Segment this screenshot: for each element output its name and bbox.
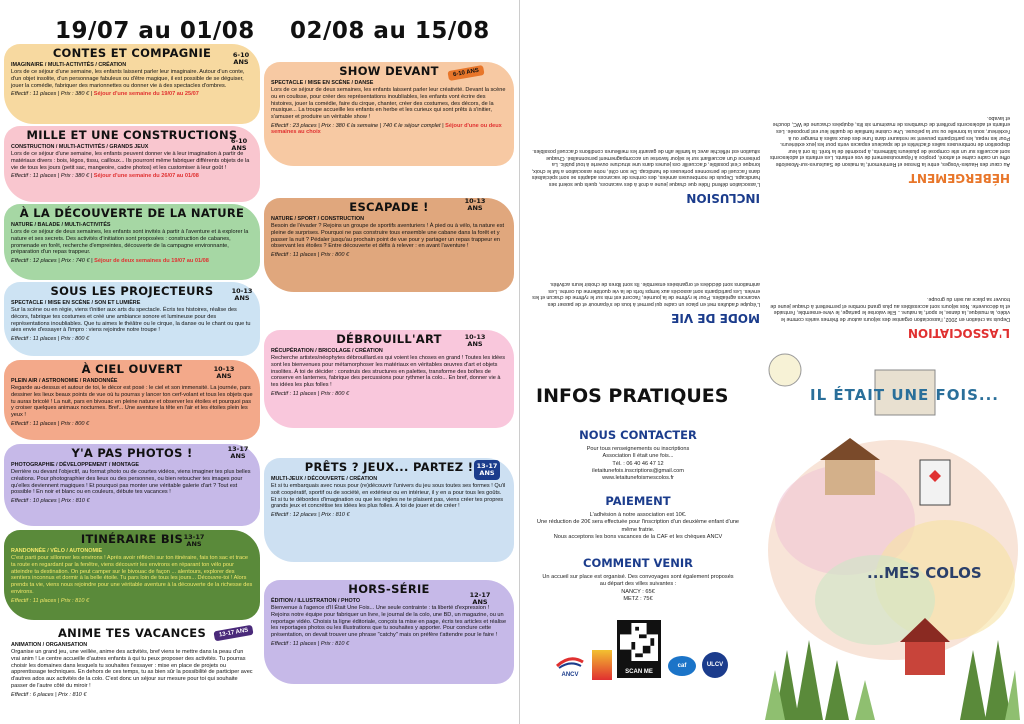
card-title: PRÊTS ? JEUX... PARTEZ ! xyxy=(304,460,474,474)
card-description: Regarde au-dessus et autour de toi, le décor est posé : le ciel et son immensité. La journée, pars dessiner les lieux beaux points de vue où tu pourras y lancer ton cerf-volant et tous les objets que tu auras bricolé ! La nuit, pars en bivouac en pleine nature et observer les étoiles et pourquoi pas y croiser quelques animaux nocturnes. Bref... Une aventure la tête en l'air et les étoiles plein les yeux ! xyxy=(11,385,253,419)
card-title: À CIEL OUVERT xyxy=(81,362,183,376)
card-meta: Effectif : 10 places | Prix : 810 € xyxy=(11,498,90,505)
age-badge: 12-17 ANS xyxy=(469,591,491,606)
card-escapade xyxy=(264,198,514,292)
association-text: Depuis sa création en 2002, l'association organise des séjours autour de thèmes variés comme le vidéo, la musique, la danse, le sport, la nature... Elle valorise le partage, le vivre-ensemble, l'entraide et la découverte. Nos séjours sont accessibles au plus grand nombre et permettent à chaque jeune de trouver sa place au sein du groupe. xyxy=(770,296,1010,322)
card-meta: Effectif : 11 places | Prix : 800 € xyxy=(11,421,90,428)
payment-section xyxy=(533,494,743,541)
age-badge: 13-17 ANS xyxy=(213,625,254,642)
inclusion-text: L'association défend l'idée que chaque jeune a droit à des vacances, quels que soient ses handicaps. Depuis de nombreuses années, des centres de vacances adaptés se sont spécialisés dans l'accueil de personnes porteuses de handicap. De son côté, notre association a fait le choix, lorsque c'est possible, d'accueillir ces jeunes dans une structure ouverte à tout public. La présence d'un accueillant sur le séjour favorise un accompagnement personnalisé. Chaque situation est réfléchie avec la famille afin de garantir les meilleures conditions d'accueil possibles. xyxy=(531,147,760,187)
payment-line: Une réduction de 20€ sera effectuée pour l'inscription d'un deuxième enfant d'une même fratrie. xyxy=(536,519,740,533)
card-description: Et si tu embarquais avec nous pour (re)découvrir l'univers du jeu sous toutes ses formes ! Qu'il soit coopératif, sportif ou de société, en extérieur ou en intérieur, il y en a pour tous les goûts. Et si tu te débordes d'imagination ou que les règles ne te plaisent pas, viens créer tes propres grands jeux et concrétise tes idées les plus folles. À toi de jouer et de créer ! xyxy=(271,483,506,510)
card-subtitle: NATURE / BALADE / MULTI-ACTIVITÉS xyxy=(11,222,111,228)
card-meta: Effectif : 11 places | Prix : 810 € xyxy=(271,641,350,648)
card-meta: Effectif : 11 places | Prix : 380 € | Séjour d'une semaine du 26/07 au 01/08 xyxy=(11,173,199,180)
payment-line: L'adhésion à notre association est 10€. xyxy=(589,512,687,518)
association-title: L'ASSOCIATION xyxy=(907,326,1010,340)
ulcv-logo: ULCV xyxy=(702,652,728,678)
contact-line: Pour tous renseignements ou inscriptions xyxy=(586,446,690,452)
inclusion-title: INCLUSION xyxy=(686,191,760,205)
card-subtitle: PLEIN AIR / ASTRONOMIE / RANDONNÉE xyxy=(11,378,118,384)
card-description: Besoin de l'évader ? Rejoins un groupe de sportifs aventuriers ! À pied ou à vélo, ta nature est pleine de surprises. Pourquoi ne pas construire tous ensemble une cabane dans la forêt et y passer la nuit ? Pédaler jusqu'au prochain point de vue pour y partager un repas trappeur en observant les étoiles ? Entre découverte et défis à relever : en avant l'aventure ! xyxy=(271,223,505,250)
mode-de-vie-title: MODE DE VIE xyxy=(671,311,760,325)
age-badge: 10-13 ANS xyxy=(213,365,235,380)
card-itineraire-bis xyxy=(4,530,260,620)
card-meta: Effectif : 11 places | Prix : 800 € xyxy=(271,252,350,259)
card-description: Organise un grand jeu, une veillée, anime des activités, bref viens te mettre dans la peau d'un vrai anim ! Le centre accueille d'autres enfants à qui tu peux proposer des activités. Tu pourras choisir les domaines dans lesquels tu souhaites t'essayer : mise en place de projets ou apprentissage techniques. En dehors de ces temps, tu as bien sûr la possibilité de participer avec d'autres ados aux activités de la colo. C'est donc un séjour sur mesure pour toi qui souhaite passer de l'autre côté du miroir ! xyxy=(11,649,253,690)
mode-de-vie-text: L'équipe d'adultes met en place un cadre qui permet à tous de s'épanouir et de passer des vacances agréables. Pour le rythme de la journée, l'accent est mis sur le rythme de chacun et les envies. Les participants sont associés aux temps forts de la vie quotidienne du centre. Les animations sont décidées et organisées ensemble. Ils sont libres de choisir leurs activités. xyxy=(532,281,760,307)
inclusion-block xyxy=(530,25,760,205)
venir-line: au départ des villes suivantes : xyxy=(599,581,677,588)
card-show-devant xyxy=(264,62,514,166)
payment-line: Nous acceptons les bons vacances de la CAF et les chèques ANCV xyxy=(553,533,723,540)
cover-headline-bottom: ...MES COLOS xyxy=(867,564,982,582)
card-description: Lors de ce séjour d'une semaine, les enfants laissent parler leur imaginaire. Autour d'un conte, d'un objet insolite, d'un personnage fabuleux ou d'être magique, il est possible de se déguiser, jouer la comédie, fabriquer des marionnettes ou donner vie à des spectacles d'ombres. xyxy=(11,69,245,89)
mode-de-vie-block xyxy=(530,215,760,325)
card-description: Derrière ou devant l'objectif, au format photo ou de courtes vidéos, viens imaginer tes plus belles créations. Pour photographier des lieux ou des personnes, ou bien retoucher tes images pour qu'elles deviennent magiques ! Et pourquoi pas monter une véritable galerie d'art ? Tout est possible ! En noir et blanc ou en couleurs, débute tes vacances ! xyxy=(11,469,251,496)
card-subtitle: RANDONNÉE / VÉLO / AUTONOMIE xyxy=(11,548,103,554)
card-meta: Effectif : 6 places | Prix : 810 € xyxy=(11,691,87,698)
infos-title: INFOS PRATIQUES xyxy=(536,385,729,407)
age-badge: 6-10 ANS xyxy=(230,137,248,152)
vacances-logo xyxy=(592,650,612,680)
card-subtitle: MULTI-JEUX / DÉCOUVERTE / CRÉATION xyxy=(271,476,378,482)
card-title: SOUS LES PROJECTEURS xyxy=(50,284,214,298)
age-badge: 10-13 ANS xyxy=(464,197,486,212)
age-badge: 10-13 ANS xyxy=(231,287,253,302)
card-subtitle: SPECTACLE / MISE EN SCÈNE / SON ET LUMIÈRE xyxy=(11,300,141,306)
venir-section xyxy=(533,556,743,603)
card-contes-et-compagnie xyxy=(4,44,260,124)
card-meta: Effectif : 12 places | Prix : 740 € | Séjour de deux semaines du 19/07 au 01/08 xyxy=(11,258,209,265)
card-title: Y'A PAS PHOTOS ! xyxy=(71,446,193,460)
card-description: C'est parti pour sillonner les environs ! Après avoir réfléchi sur ton itinéraire, fais ton sac et trace ta route en regardant par la fenêtre, viens découvrir les environs en réparant ton vélo pour atteindre ta destination. On peut camper sur le bivouac de façon ... alentours, explorer des sentiers inconnus et dormir à la belle étoile. Tu pars loin de tous les jours... Découvre-toi ! Alors prends ta vie, viens nous rejoindre pour une véritable aventure à la découverte de la richesse des environs. xyxy=(11,555,253,596)
card-mille-et-une-constructions xyxy=(4,126,260,202)
card-title: CONTES ET COMPAGNIE xyxy=(52,46,212,60)
card-meta: Effectif : 12 places | Prix : 810 € xyxy=(271,512,350,519)
qr-code[interactable] xyxy=(617,620,661,678)
contact-line: Association Il était une fois... xyxy=(602,453,674,460)
card-ya-pas-photos xyxy=(4,444,260,526)
card-subtitle: PHOTOGRAPHIE / DÉVELOPPEMENT / MONTAGE xyxy=(11,462,139,468)
card-description: Recherche artistes/néophytes débrouillard.es qui voient les choses en grand ! Toutes les idées sont les bienvenues pour métamorphoser les matériaux en véritables œuvres d'art et objets insolites. À toi de décider : construis des structures en palettes, transforme des boîtes de conserve en lanternes, fabrique des percussions pour rythmer la colo... En bref, donner vie à tes idées les plus folles ! xyxy=(271,355,506,389)
card-a-la-decouverte-de-la-nature xyxy=(4,204,260,280)
card-title: MILLE ET UNE CONSTRUCTIONS xyxy=(26,128,238,142)
card-description: Bienvenue à l'agence d'Il Était Une Fois... Une seule contrainte : ta liberté d'expression ! Rejoins notre équipe pour fabriquer un livre, le journal de la colo, une BD, un magazine, ou un reportage vidéo. Choisis ta ligne éditoriale, conçois ta mise en page, écris tes articles et réalise les reportages photos ou les illustrations que tu souhaites y apporter. Pour conclure cette présentation, on devait trouver une phrase "catchy" mais on préfère t'attendre pour le faire ! xyxy=(271,605,507,639)
fold-line xyxy=(519,0,520,724)
card-description: Lors de ce séjour de deux semaines, les enfants sont invités à partir à l'aventure et à explorer la nature et ses secrets. Des activités d'initiation sont proposées : construction de cabanes, promenade en forêt, recherche d'empreintes, découverte de la campagne environnante, préparation d'un repas trappeur. xyxy=(11,229,249,256)
age-badge: 13-17 ANS xyxy=(227,445,249,460)
contact-title: NOUS CONTACTER xyxy=(579,428,697,442)
cloud-and-forest-icon xyxy=(765,350,1020,720)
contact-section xyxy=(533,428,743,482)
card-subtitle: RÉCUPÉRATION / BRICOLAGE / CRÉATION xyxy=(271,348,383,354)
age-badge: 13-17 ANS xyxy=(183,533,205,548)
card-description: Lors de ce séjour de deux semaines, les enfants laissent parler leur créativité. Devant la scène ou en coulisse, pour créer des représentations inoubliables, les enfants vont écrire des histoires, jouer la comédie, faire du cirque, chanter, créer des costumes, des décors, de la musique... La troupe accueille les enfants en herbe et les curieux qui sont prêts à s'initier, s'amuser et produire un véritable show ! xyxy=(271,87,506,121)
cover-illustration xyxy=(765,350,1020,720)
card-subtitle: NATURE / SPORT / CONSTRUCTION xyxy=(271,216,365,222)
card-title: ITINÉRAIRE BIS xyxy=(80,532,184,546)
card-subtitle: CONSTRUCTION / MULTI-ACTIVITÉS / GRANDS JEUX xyxy=(11,144,149,150)
age-badge: 6-10 ANS xyxy=(232,51,250,66)
hebergement-title: HÉBERGEMENT xyxy=(908,171,1010,185)
card-meta: Effectif : 23 places | Prix : 380 € la semaine | 740 € le séjour complet | Séjour d'une ou deux semaines au choix xyxy=(271,123,502,136)
qr-pattern-icon xyxy=(620,623,658,661)
card-meta: Effectif : 11 places | Prix : 810 € xyxy=(11,597,90,604)
left-column-header: 19/07 au 01/08 xyxy=(55,18,255,44)
card-subtitle: ANIMATION / ORGANISATION xyxy=(11,642,88,648)
ancv-logo: ANCV xyxy=(552,654,588,680)
contact-email[interactable]: iletaitunefois.inscriptions@gmail.com xyxy=(592,467,684,474)
card-title: ESCAPADE ! xyxy=(349,200,429,214)
age-badge: 6-10 ANS xyxy=(447,65,484,81)
association-block xyxy=(770,190,1010,340)
card-subtitle: SPECTACLE / MISE EN SCÈNE / DANSE xyxy=(271,80,374,86)
age-badge: 13-17 ANS xyxy=(474,460,500,480)
card-title: HORS-SÉRIE xyxy=(348,582,430,596)
card-title: SHOW DEVANT xyxy=(339,64,439,78)
card-meta: Effectif : 11 places | Prix : 800 € xyxy=(11,336,90,343)
card-title: ANIME TES VACANCES xyxy=(57,626,207,640)
hebergement-block xyxy=(770,15,1010,185)
middle-column-header: 02/08 au 15/08 xyxy=(290,18,490,44)
card-subtitle: IMAGINAIRE / MULTI-ACTIVITÉS / CRÉATION xyxy=(11,62,127,68)
venir-line: Un accueil sur place est organisé. Des convoyages sont également proposés xyxy=(542,574,734,580)
contact-website[interactable]: www.letaitunefoismescolos.fr xyxy=(602,475,674,482)
age-badge: 10-13 ANS xyxy=(464,333,486,348)
cover-headline-top: IL ÉTAIT UNE FOIS... xyxy=(810,386,999,404)
contact-phone[interactable]: Tél. : 06 40 46 47 12 xyxy=(612,460,664,467)
card-description: Lors de ce séjour d'une semaine, les enfants peuvent donner vie à leur imagination à partir de matériaux divers : bois, légos, tissu, cailloux... Ils pourront même fabriquer différents objets de la vie de tous les jours (petit sac, mangeoire, cadre photos) et les customiser à leur goût ! xyxy=(11,151,250,171)
card-meta: Effectif : 11 places | Prix : 380 € | Séjour d'une semaine du 19/07 au 25/07 xyxy=(11,91,199,98)
scan-me-label: SCAN ME xyxy=(625,669,653,675)
venir-line: NANCY : 65€ xyxy=(621,588,655,595)
card-description: Sur la scène ou en régie, viens t'initier aux arts du spectacle. Écris tes histoires, réalise des décors, fabrique tes costumes et créé une ambiance sonore et lumineuse pour des représentations inoubliables. Que tu aimes le théâtre ou le cirque, la danse ou le chant ou que tu aies envie d'essayer à l'impro : viens rejoindre notre troupe ! xyxy=(11,307,251,334)
card-sous-les-projecteurs xyxy=(4,282,260,356)
venir-title: COMMENT VENIR xyxy=(583,556,693,570)
hebergement-text: Au cœur des Hautes-Vosges, entre la Bresse et Remiremont, la maison de Saulxures-sur-Moselotte offre un cadre calme et arboré, propice à l'épanouissement de vos enfants. Les enfants et adolescents sont accueillis sur un site composé de plusieurs bâtiments, à proximité de la forêt. Ils ont à leur disposition de nombreuses salles d'activités et de spacieux espaces verts pour les jeux extérieurs. Pour les repas, les participants peuvent se restaurer dans l'une des deux salles à manger ou à l'extérieur, sous la tonnelle ou sur la pelouse. Une cuisine familiale de qualité leur est proposée. Les enfants et adolescents profitent de chambres de maximum six lits, équipées chacune de WC, douche et lavabo. xyxy=(769,114,1010,167)
card-title: À LA DÉCOUVERTE DE LA NATURE xyxy=(19,206,245,220)
card-title: DÉBROUILL'ART xyxy=(336,332,442,346)
card-subtitle: ÉDITION / ILLUSTRATION / PHOTO xyxy=(271,598,361,604)
card-meta: Effectif : 11 places | Prix : 800 € xyxy=(271,391,350,398)
payment-title: PAIEMENT xyxy=(605,494,671,508)
caf-logo: caf xyxy=(668,656,696,676)
venir-line: METZ : 75€ xyxy=(623,595,653,602)
